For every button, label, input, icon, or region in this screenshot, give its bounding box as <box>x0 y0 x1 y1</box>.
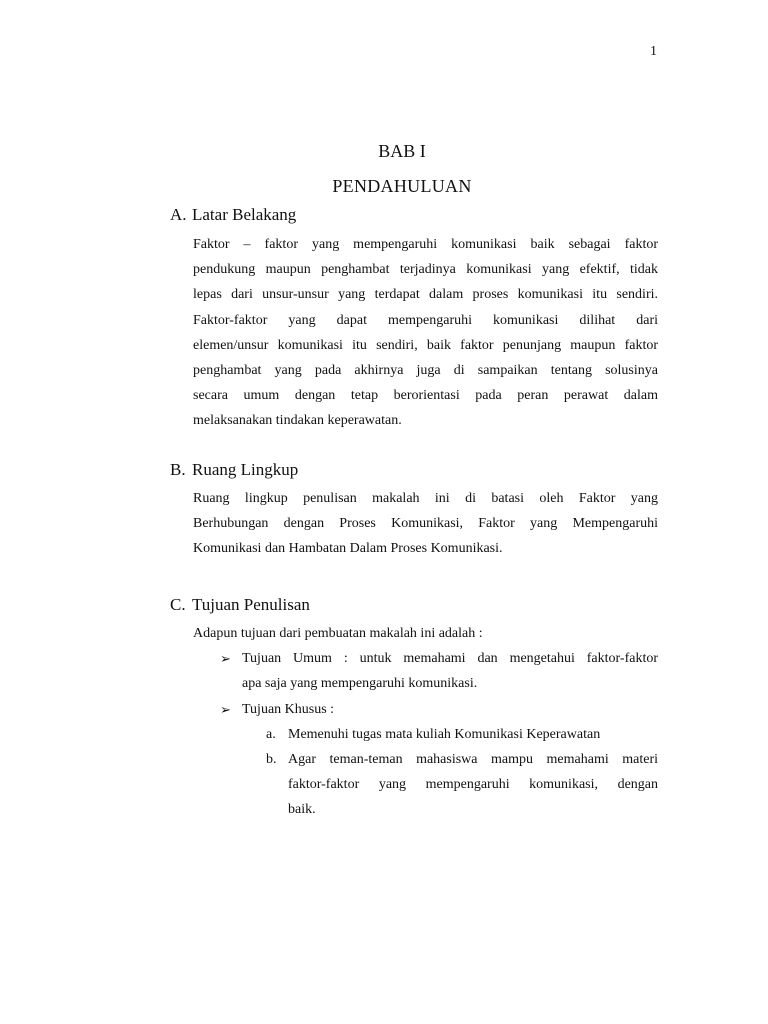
tujuan-intro: Adapun tujuan dari pembuatan makalah ini adalah : <box>193 626 483 641</box>
text-line: melaksanakan tindakan keperawatan. <box>193 413 402 429</box>
section-title: Latar Belakang <box>192 205 297 224</box>
sub-item-letter: b. <box>266 752 277 767</box>
text-line: lepas dari unsur-unsur yang terdapat dalam proses komunikasi itu sendiri. <box>193 287 658 303</box>
bullet-tujuan-khusus <box>220 697 658 722</box>
arrowhead-bullet-icon: ➢ <box>220 702 231 717</box>
paragraph-ruang-lingkup <box>193 486 658 562</box>
sub-item-a <box>266 722 658 747</box>
bullet-tujuan-umum <box>220 646 658 696</box>
section-title: Tujuan Penulisan <box>192 595 310 614</box>
text-line: Tujuan Umum : untuk memahami dan mengetahui faktor-faktor <box>242 651 658 666</box>
section-heading-tujuan-penulisan <box>170 594 310 616</box>
sub-item-letter: a. <box>266 727 276 742</box>
page-number: 1 <box>650 44 657 59</box>
text-line: Ruang lingkup penulisan makalah ini di batasi oleh Faktor yang <box>193 491 658 506</box>
text-line: Faktor – faktor yang mempengaruhi komunikasi baik sebagai faktor <box>193 237 658 252</box>
text-line: apa saja yang mempengaruhi komunikasi. <box>242 676 478 692</box>
text-line: penghambat yang pada akhirnya juga di sampaikan tentang solusinya <box>193 363 658 379</box>
arrowhead-bullet-icon: ➢ <box>220 651 231 666</box>
title-block <box>0 140 768 197</box>
text-line: elemen/unsur komunikasi itu sendiri, baik faktor penunjang maupun faktor <box>193 337 658 353</box>
section-number: B. <box>170 460 186 479</box>
text-line: baik. <box>288 802 316 818</box>
chapter-title: PENDAHULUAN <box>332 176 472 196</box>
text-line: Berhubungan dengan Proses Komunikasi, Faktor yang Mempengaruhi <box>193 516 658 532</box>
text-line: secara umum dengan tetap berorientasi pada peran perawat dalam <box>193 388 658 404</box>
section-number: A. <box>170 205 187 224</box>
section-heading-ruang-lingkup <box>170 459 298 481</box>
sub-item-b <box>266 747 658 823</box>
paragraph-latar-belakang <box>193 232 658 434</box>
text-line: faktor-faktor yang mempengaruhi komunikasi, dengan <box>288 777 658 793</box>
text-line: Tujuan Khusus : <box>242 702 335 717</box>
section-number: C. <box>170 595 186 614</box>
text-line: Komunikasi dan Hambatan Dalam Proses Komunikasi. <box>193 541 503 557</box>
chapter-label: BAB I <box>378 141 426 161</box>
text-line: pendukung maupun penghambat terjadinya komunikasi yang efektif, tidak <box>193 262 658 278</box>
section-title: Ruang Lingkup <box>192 460 299 479</box>
text-line: Memenuhi tugas mata kuliah Komunikasi Keperawatan <box>288 727 601 742</box>
section-heading-latar-belakang <box>170 204 296 226</box>
text-line: Agar teman-teman mahasiswa mampu memahami materi <box>288 752 658 767</box>
text-line: Faktor-faktor yang dapat mempengaruhi komunikasi dilihat dari <box>193 312 658 328</box>
